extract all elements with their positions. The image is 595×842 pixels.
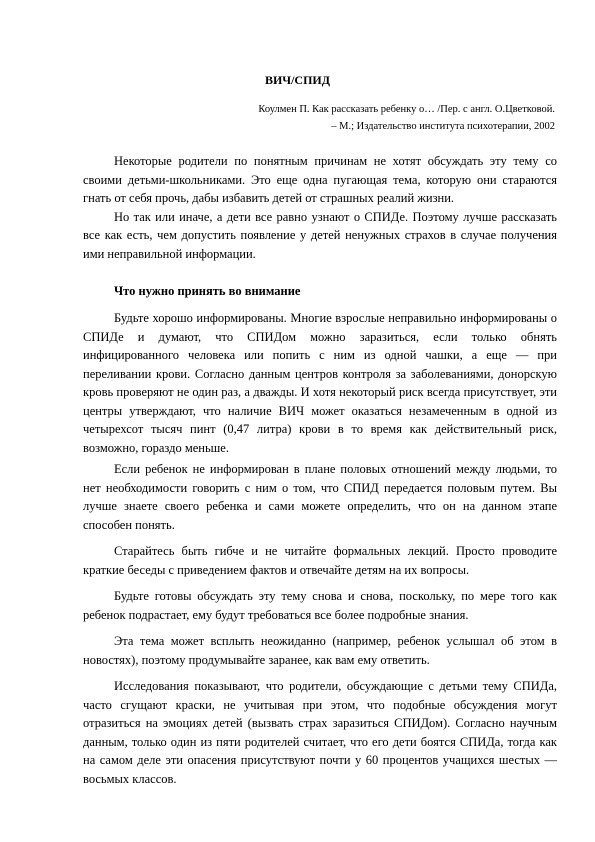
source-citation-line-2: – М.; Издательство института психотерапии, 2002	[331, 121, 555, 132]
section-paragraph-5: Эта тема может всплыть неожиданно (например, ребенок услышал об этом в новостях), поэтому продумывайте заранее, как вам ему ответить.	[83, 634, 557, 667]
document-body	[83, 152, 557, 788]
document-title: ВИЧ/СПИД	[264, 73, 331, 87]
section-paragraph-6: Исследования показывают, что родители, обсуждающие с детьми тему СПИДа, часто сгущают краски, не учитывая при этом, что подобные обсуждения могут отразиться на эмоциях детей (вызвать страх заразиться СПИДом). Согласно научным данным, только один из пяти родителей считает, что его дети боятся СПИДа, тогда как на самом деле эти опасения присутствуют почти у 60 процентов учащихся шестых — восьмых классов.	[83, 679, 557, 786]
intro-paragraph-1: Некоторые родители по понятным причинам не хотят обсуждать эту тему со своими детьми-школьниками. Это еще одна пугающая тема, которую они стараются гнать от себя прочь, дабы избавить детей от страшных реалий жизни.	[83, 154, 557, 205]
section-paragraph-1: Будьте хорошо информированы. Многие взрослые неправильно информированы о СПИДе и думают, что СПИДом можно заразиться, если только обнять инфицированного человека или попить с ним из одной чашки, а еще — при переливании крови. Согласно данным центров контроля за заболеваниями, донорскую кровь проверяют не один раз, а дважды. И хотя некоторый риск всегда присутствует, эти центры утверждают, что наличие ВИЧ может оказаться незамеченным в одной из четырехсот тысяч пинт (0,47 литра) крови в то время как действительный риск, возможно, гораздо меньше.	[83, 311, 557, 455]
section-paragraph-4: Будьте готовы обсуждать эту тему снова и снова, поскольку, по мере того как ребенок подрастает, ему будут требоваться все более подробные знания.	[83, 589, 557, 622]
section-heading: Что нужно принять во внимание	[114, 284, 301, 298]
section-paragraph-3: Старайтесь быть гибче и не читайте формальных лекций. Просто проводите краткие беседы с приведением фактов и отвечайте детям на их вопросы.	[83, 544, 557, 577]
source-citation-line-1: Коулмен П. Как рассказать ребенку о… /Пер. с англ. О.Цветковой.	[258, 104, 555, 115]
intro-paragraph-2: Но так или иначе, а дети все равно узнают о СПИДе. Поэтому лучше рассказать все как есть, чем допустить появление у детей ненужных страхов в случае получения ими неправильной информации.	[83, 209, 557, 261]
section-paragraph-2: Если ребенок не информирован в плане половых отношений между людьми, то нет необходимости говорить с ним о том, что СПИД передается половым путем. Вы лучше знаете своего ребенка и сами можете определить, что он на данном этапе способен понять.	[83, 462, 557, 532]
